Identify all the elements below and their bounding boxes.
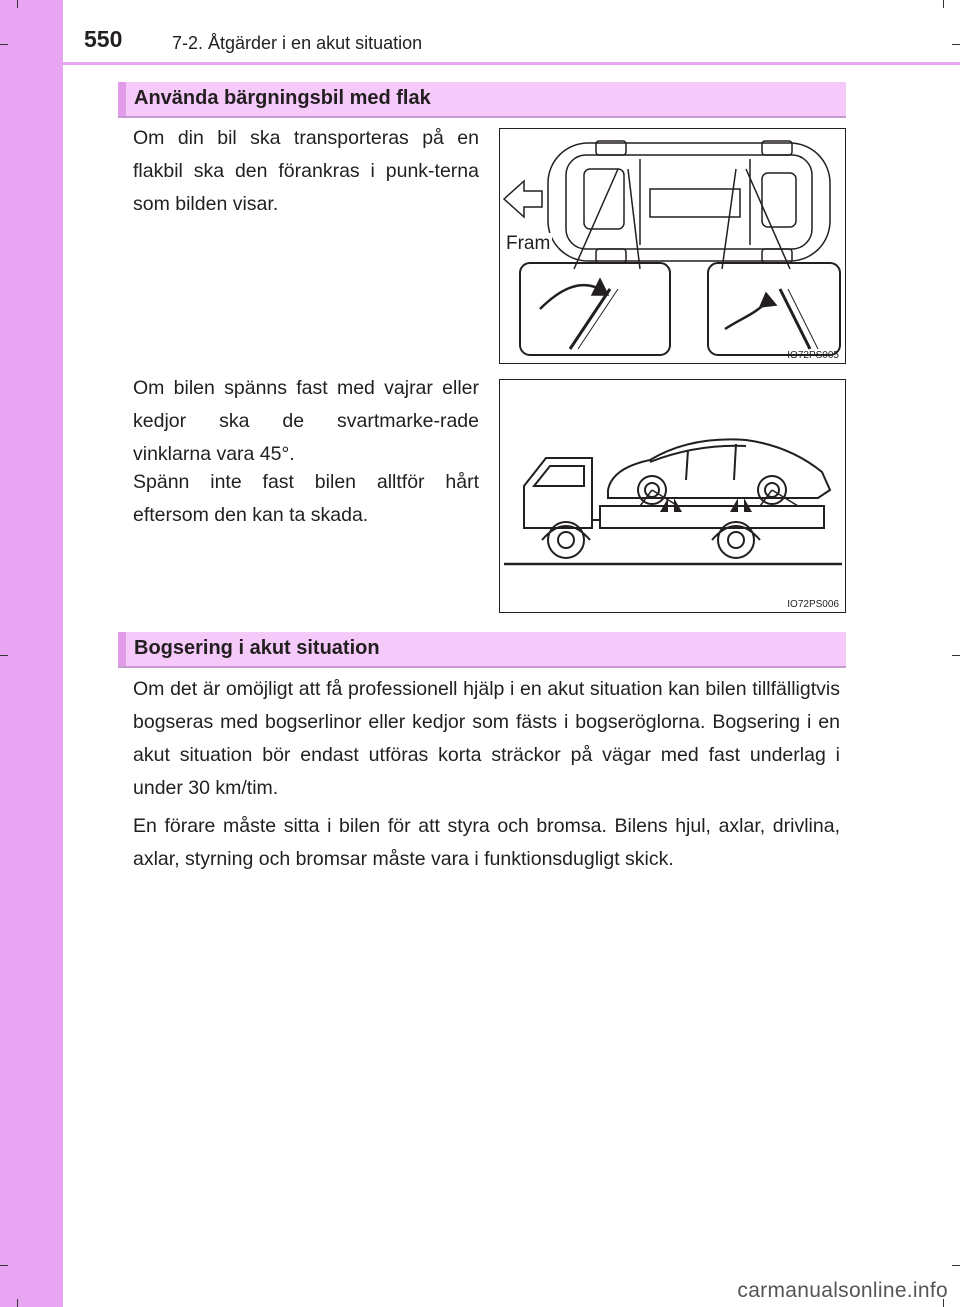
- section-stripe: [118, 82, 126, 116]
- crop-mark: [952, 655, 960, 656]
- section-title: Använda bärgningsbil med flak: [134, 87, 431, 109]
- crop-mark: [0, 44, 8, 45]
- crop-mark: [943, 0, 944, 8]
- page-number: 550: [84, 26, 123, 52]
- watermark: carmanualsonline.info: [737, 1279, 948, 1302]
- paragraph: Om det är omöjligt att få professionell hjälp i en akut situation kan bilen tillfälligtvis bogseras med bogserlinor eller kedjor som fästs i bogseröglorna. Bogsering i en akut situation bör endast utföras korta sträckor på vägar med fast underlag i under 30 km/tim.: [133, 678, 840, 799]
- paragraph: Om din bil ska transporteras på en flakbil ska den förankras i punk-terna som bilden visar.: [133, 127, 479, 215]
- paragraph: Spänn inte fast bilen alltför hårt eftersom den kan ta skada.: [133, 471, 479, 526]
- chapter-title: 7-2. Åtgärder i en akut situation: [172, 33, 423, 53]
- paragraph: En förare måste sitta i bilen för att styra och bromsa. Bilens hjul, axlar, drivlina, axlar, styrning och bromsar måste vara i funktionsdugligt skick.: [133, 815, 840, 870]
- section-title: Bogsering i akut situation: [134, 637, 380, 659]
- figure-anchor-points: [499, 128, 846, 364]
- paragraph: Om bilen spänns fast med vajrar eller kedjor ska de svartmarke-rade vinklarna vara 45°.: [133, 377, 479, 465]
- figure-flatbed-truck: [499, 379, 846, 613]
- figure-code: IO72PS006: [787, 599, 839, 610]
- crop-mark: [952, 1265, 960, 1266]
- crop-mark: [17, 0, 18, 8]
- flatbed-truck-illustration: [500, 380, 845, 612]
- side-color-band: [0, 0, 63, 1307]
- section-heading-flatbed: [118, 82, 846, 118]
- section-heading-emergency-towing: [118, 632, 846, 668]
- crop-mark: [0, 1265, 8, 1266]
- crop-mark: [952, 44, 960, 45]
- front-direction-label: Fram: [506, 233, 551, 254]
- crop-mark: [17, 1299, 18, 1307]
- crop-mark: [0, 655, 8, 656]
- header-rule: [63, 62, 960, 65]
- figure-code: IO72PS005: [787, 350, 839, 361]
- section-stripe: [118, 632, 126, 666]
